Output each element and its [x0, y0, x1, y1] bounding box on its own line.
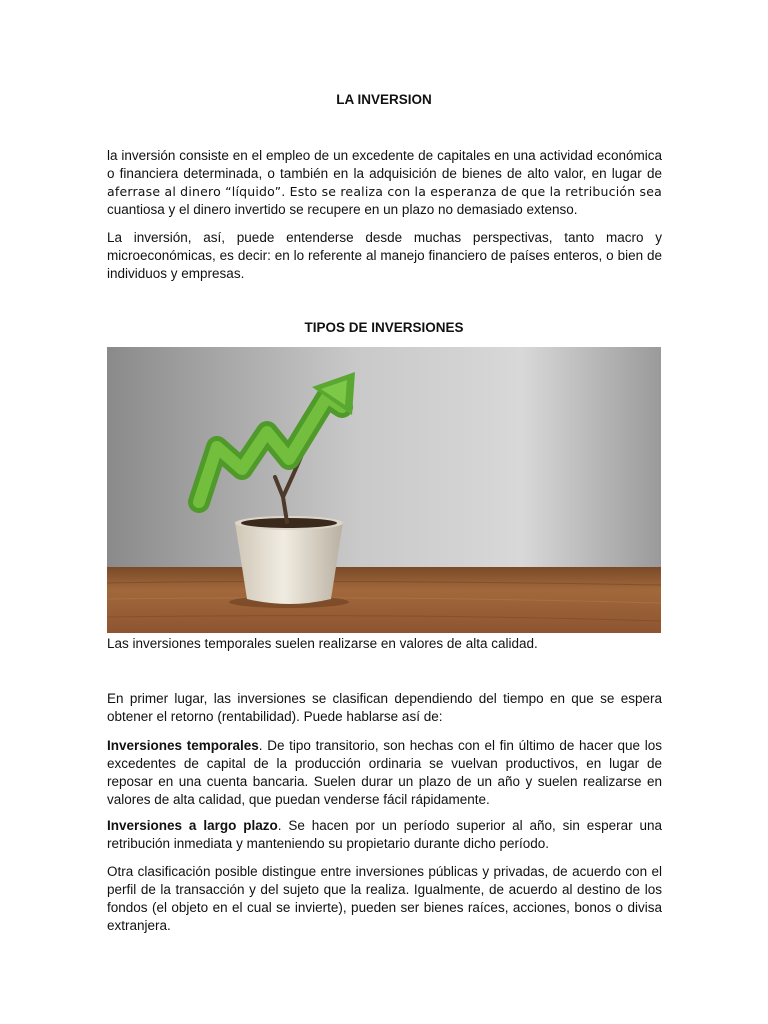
- section-subtitle: TIPOS DE INVERSIONES: [304, 320, 464, 335]
- largo-plazo-term: Inversiones a largo plazo: [107, 818, 278, 833]
- largo-plazo-paragraph: [107, 817, 662, 853]
- otra-clasificacion-paragraph: Otra clasificación posible distingue entre inversiones públicas y privadas, de acuerdo con el perfil de la transacción y del sujeto que la realiza. Igualmente, de acuerdo al destino de los fondos (el objeto en el cual se invierte), pueden ser bienes raíces, acciones, bonos o divisa extranjera.: [107, 864, 662, 933]
- intro-text-1: la inversión consiste en el empleo de un excedente de capitales en una actividad económica o financiera determinada, o también en la adquisición de bienes de alto valor, en lugar de: [107, 148, 662, 181]
- intro-paragraph: [107, 147, 662, 219]
- intro-text-2: aferrase al dinero “líquido”. Esto se realiza con la esperanza de que la retribución sea: [107, 184, 662, 199]
- intro-text-3: cuantiosa y el dinero invertido se recupere en un plazo no demasiado extenso.: [107, 202, 578, 217]
- classification-paragraph: En primer lugar, las inversiones se clasifican dependiendo del tiempo en que se espera obtener el retorno (rentabilidad). Puede hablarse así de:: [107, 691, 662, 724]
- temporales-paragraph: [107, 737, 662, 809]
- temporales-text: . De tipo transitorio, son hechas con el fin último de hacer que los excedentes de capital de la producción ordinaria se vuelvan productivos, en lugar de reposar en una cuenta bancaria. Suelen durar un plazo de un año y suelen realizarse en valores de alta calidad, que puedan venderse fácil rápidamente.: [107, 738, 662, 807]
- temporales-term: Inversiones temporales: [107, 738, 259, 753]
- plant-growth-arrow-photo: [107, 347, 661, 633]
- image-caption: Las inversiones temporales suelen realizarse en valores de alta calidad.: [107, 636, 538, 651]
- largo-plazo-text: . Se hacen por un período superior al año, sin esperar una retribución inmediata y manteniendo su propietario durante dicho período.: [107, 818, 662, 851]
- perspectives-paragraph: La inversión, así, puede entenderse desde muchas perspectivas, tanto macro y microeconómicas, es decir: en lo referente al manejo financiero de países enteros, o bien de individuos y empresas.: [107, 230, 662, 281]
- document-title: LA INVERSION: [336, 92, 432, 107]
